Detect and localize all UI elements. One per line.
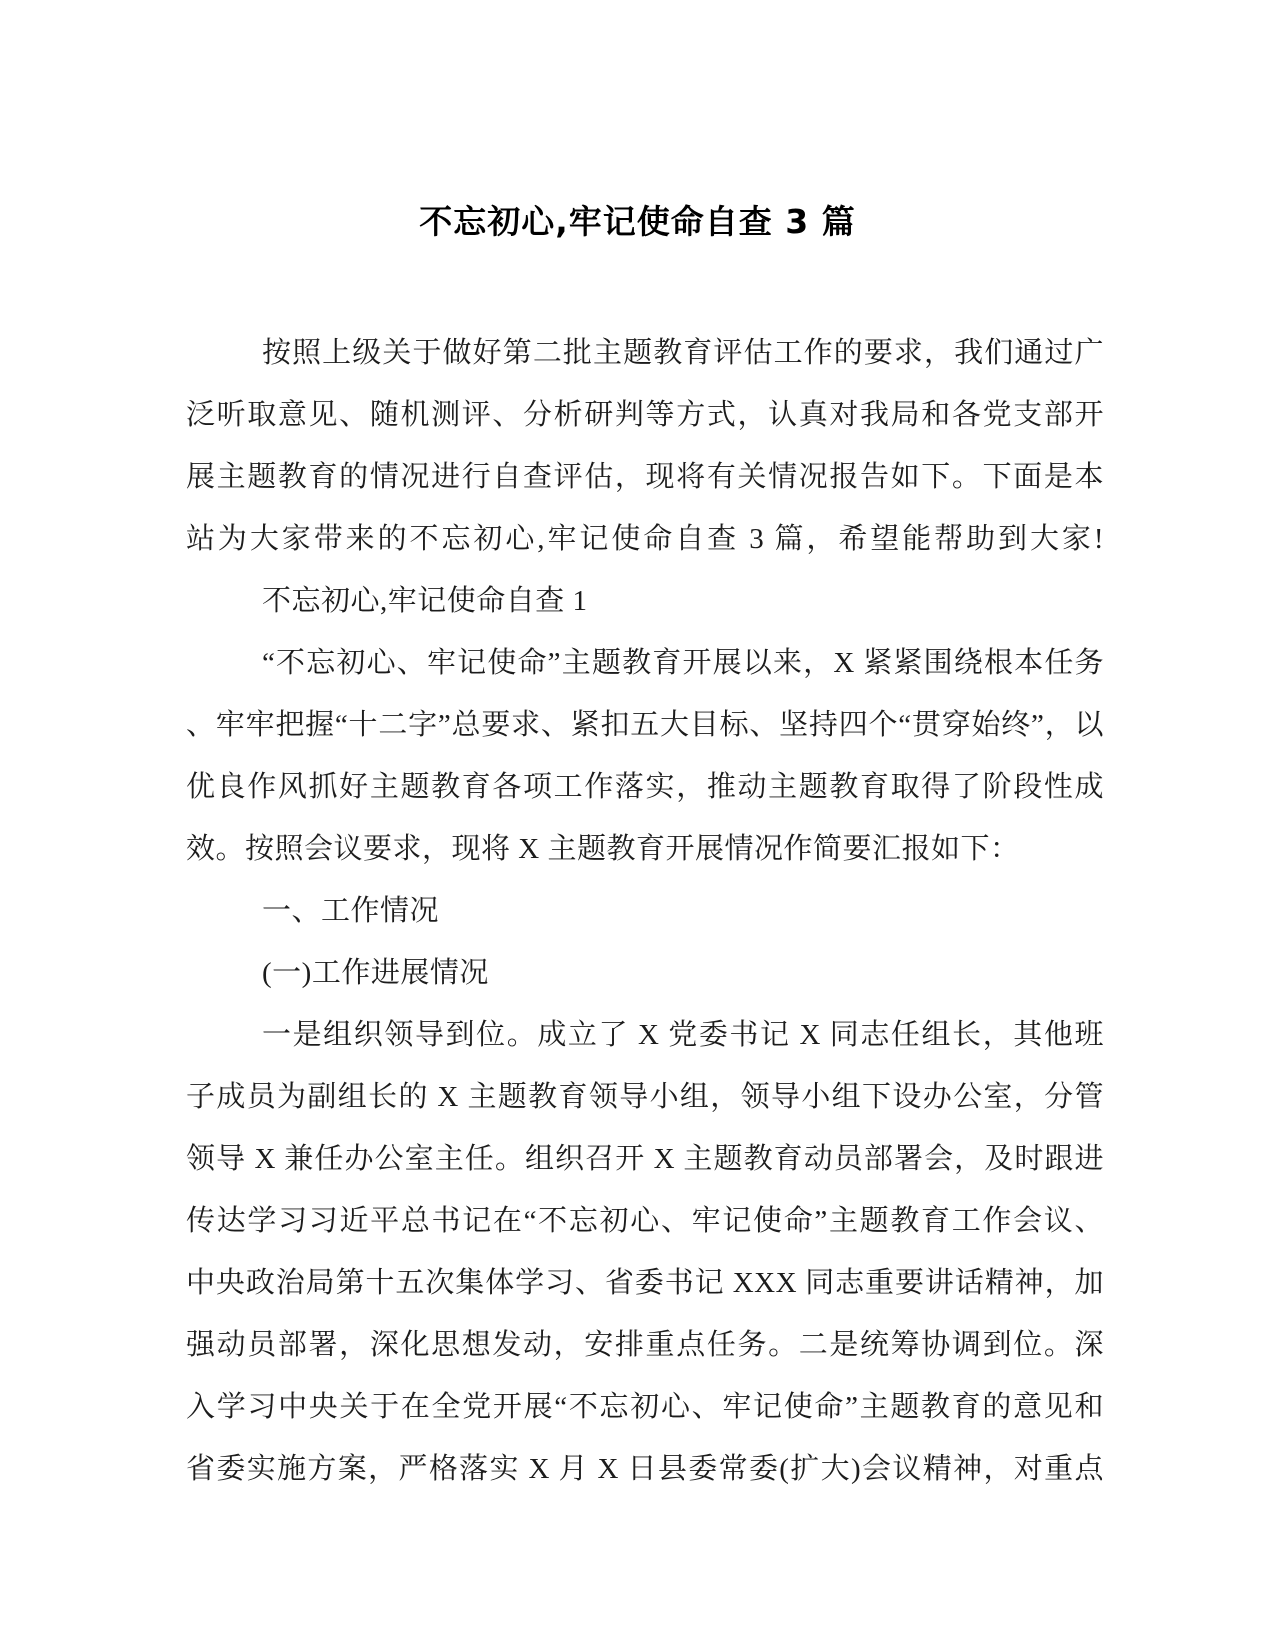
text-line: 不忘初心,牢记使命自查 1 [262, 585, 588, 617]
text-line: 强动员部署，深化思想发动，安排重点任务。二是统筹协调到位。深 [186, 1329, 1104, 1361]
text-line: 展主题教育的情况进行自查评估，现将有关情况报告如下。下面是本 [186, 461, 1104, 493]
text-line: 省委实施方案，严格落实 X 月 X 日县委常委(扩大)会议精神，对重点 [186, 1453, 1104, 1485]
text-line: 一是组织领导到位。成立了 X 党委书记 X 同志任组长，其他班 [262, 1019, 1104, 1051]
text-line: 泛听取意见、随机测评、分析研判等方式，认真对我局和各党支部开 [186, 399, 1104, 431]
text-line: 子成员为副组长的 X 主题教育领导小组，领导小组下设办公室，分管 [186, 1081, 1104, 1113]
text-line: 一、工作情况 [262, 895, 440, 927]
text-line: 按照上级关于做好第二批主题教育评估工作的要求，我们通过广 [262, 337, 1104, 369]
text-line: 优良作风抓好主题教育各项工作落实，推动主题教育取得了阶段性成 [186, 771, 1104, 803]
text-line: 入学习中央关于在全党开展“不忘初心、牢记使命”主题教育的意见和 [186, 1391, 1104, 1423]
text-line: 传达学习习近平总书记在“不忘初心、牢记使命”主题教育工作会议、 [186, 1205, 1104, 1237]
text-line: 站为大家带来的不忘初心,牢记使命自查 3 篇，希望能帮助到大家! [186, 523, 1104, 555]
document-body [186, 322, 1104, 1500]
text-line: 、牢牢把握“十二字”总要求、紧扣五大目标、坚持四个“贯穿始终”，以 [186, 709, 1104, 741]
text-line: 领导 X 兼任办公室主任。组织召开 X 主题教育动员部署会，及时跟进 [186, 1143, 1104, 1175]
text-line: “不忘初心、牢记使命”主题教育开展以来，X 紧紧围绕根本任务 [262, 647, 1104, 679]
text-line: (一)工作进展情况 [262, 957, 489, 989]
text-line: 效。按照会议要求，现将 X 主题教育开展情况作简要汇报如下： [186, 833, 1020, 865]
document-title: 不忘初心,牢记使命自查 3 篇 [419, 202, 856, 241]
text-line: 中央政治局第十五次集体学习、省委书记 XXX 同志重要讲话精神，加 [186, 1267, 1104, 1299]
